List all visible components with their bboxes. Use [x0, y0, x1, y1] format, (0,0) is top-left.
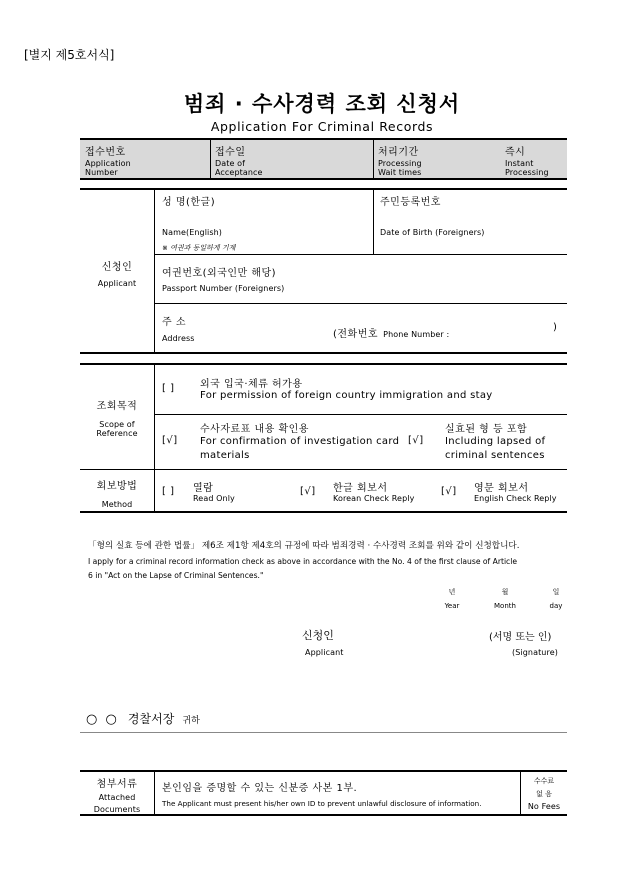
receipt-number-label: 접수번호 [85, 147, 126, 158]
page-title: 범죄 · 수사경력 조회 신청서 [183, 92, 461, 116]
purpose-option-1-checkbox[interactable]: [ ] [162, 383, 175, 394]
address-en: Address [162, 334, 195, 343]
purpose-label: 조회목적 Scope of Reference [96, 401, 138, 438]
method-english-reply-checkbox[interactable]: [√] [441, 486, 457, 497]
purpose-option-1-label: 외국 입국·체류 허가용 [200, 379, 303, 390]
method-korean-reply-checkbox[interactable]: [√] [300, 486, 316, 497]
form-number: [별지 제5호서식] [24, 48, 115, 62]
signature-applicant-label: 신청인 [302, 629, 334, 642]
date-year[interactable]: 년 Year [444, 588, 460, 610]
method-korean-reply-label: 한글 회보서 [333, 483, 388, 494]
purpose-option-3-checkbox[interactable]: [√] [408, 435, 424, 446]
applicant-label: 신청인 Applicant [97, 262, 137, 288]
phone-label: (전화번호 [333, 329, 379, 340]
recipient-line: ○ ○ 경찰서장 귀하 [86, 712, 200, 727]
resident-number-field[interactable]: 주민등록번호 [380, 197, 441, 208]
name-korean-field[interactable]: 성 명(한글) [162, 197, 216, 208]
processing-instant: 즉시 [505, 147, 526, 158]
fee-box: 수수료 없 음 No Fees [527, 777, 561, 811]
recipient-name: 경찰서장 [127, 712, 175, 726]
name-note: ※ 여권과 동일하게 기재 [162, 244, 236, 252]
method-label: 회보방법 Method [96, 481, 138, 509]
receipt-header: 접수번호 Application Number 접수일 Date of Acceptance 처리기간 Processing Wait times 즉시 Instant Processing [80, 140, 567, 178]
phone-field[interactable]: Phone Number : [383, 330, 450, 339]
purpose-option-3-label: 실효된 형 등 포함 [445, 424, 528, 435]
passport-number-en: Passport Number (Foreigners) [162, 284, 285, 293]
signature-field[interactable]: (서명 또는 인) [489, 632, 552, 643]
statement-english-1: I apply for a criminal record information check as above in accordance with the No. 4 of the first clause of Article [88, 557, 518, 566]
passport-number-field[interactable]: 여권번호(외국인만 해당) [162, 268, 277, 279]
method-read-only-label: 열람 [193, 483, 214, 494]
processing-period-label: 처리기간 [378, 147, 419, 158]
date-day[interactable]: 일 day [549, 588, 563, 610]
date-month[interactable]: 월 Month [494, 588, 516, 610]
date-of-birth-field[interactable]: Date of Birth (Foreigners) [380, 228, 485, 237]
method-english-reply-label: 영문 회보서 [474, 483, 529, 494]
purpose-option-2-label: 수사자료표 내용 확인용 [200, 424, 309, 435]
receipt-date-label: 접수일 [215, 147, 246, 158]
attachments-label: 첨부서류 Attached Documents [93, 779, 141, 814]
attachments-text: 본인임을 증명할 수 있는 신분증 사본 1부. [162, 783, 358, 794]
attachments-text-en: The Applicant must present his/her own ID to prevent unlawful disclosure of information. [162, 799, 482, 808]
page-subtitle: Application For Criminal Records [210, 119, 434, 134]
statement-korean: 「형의 실효 등에 관한 법률」 제6조 제1항 제4호의 규정에 따라 범죄경력 · 수사경력 조회를 위와 같이 신청합니다. [88, 541, 520, 551]
address-field[interactable]: 주 소 [162, 317, 186, 328]
statement-english-2: 6 in "Act on the Lapse of Criminal Sentences." [88, 571, 264, 580]
method-read-only-checkbox[interactable]: [ ] [162, 486, 175, 497]
purpose-option-2-checkbox[interactable]: [√] [162, 435, 178, 446]
name-english-field[interactable]: Name(English) [162, 228, 223, 237]
recipient-circles: ○ ○ [86, 712, 119, 727]
